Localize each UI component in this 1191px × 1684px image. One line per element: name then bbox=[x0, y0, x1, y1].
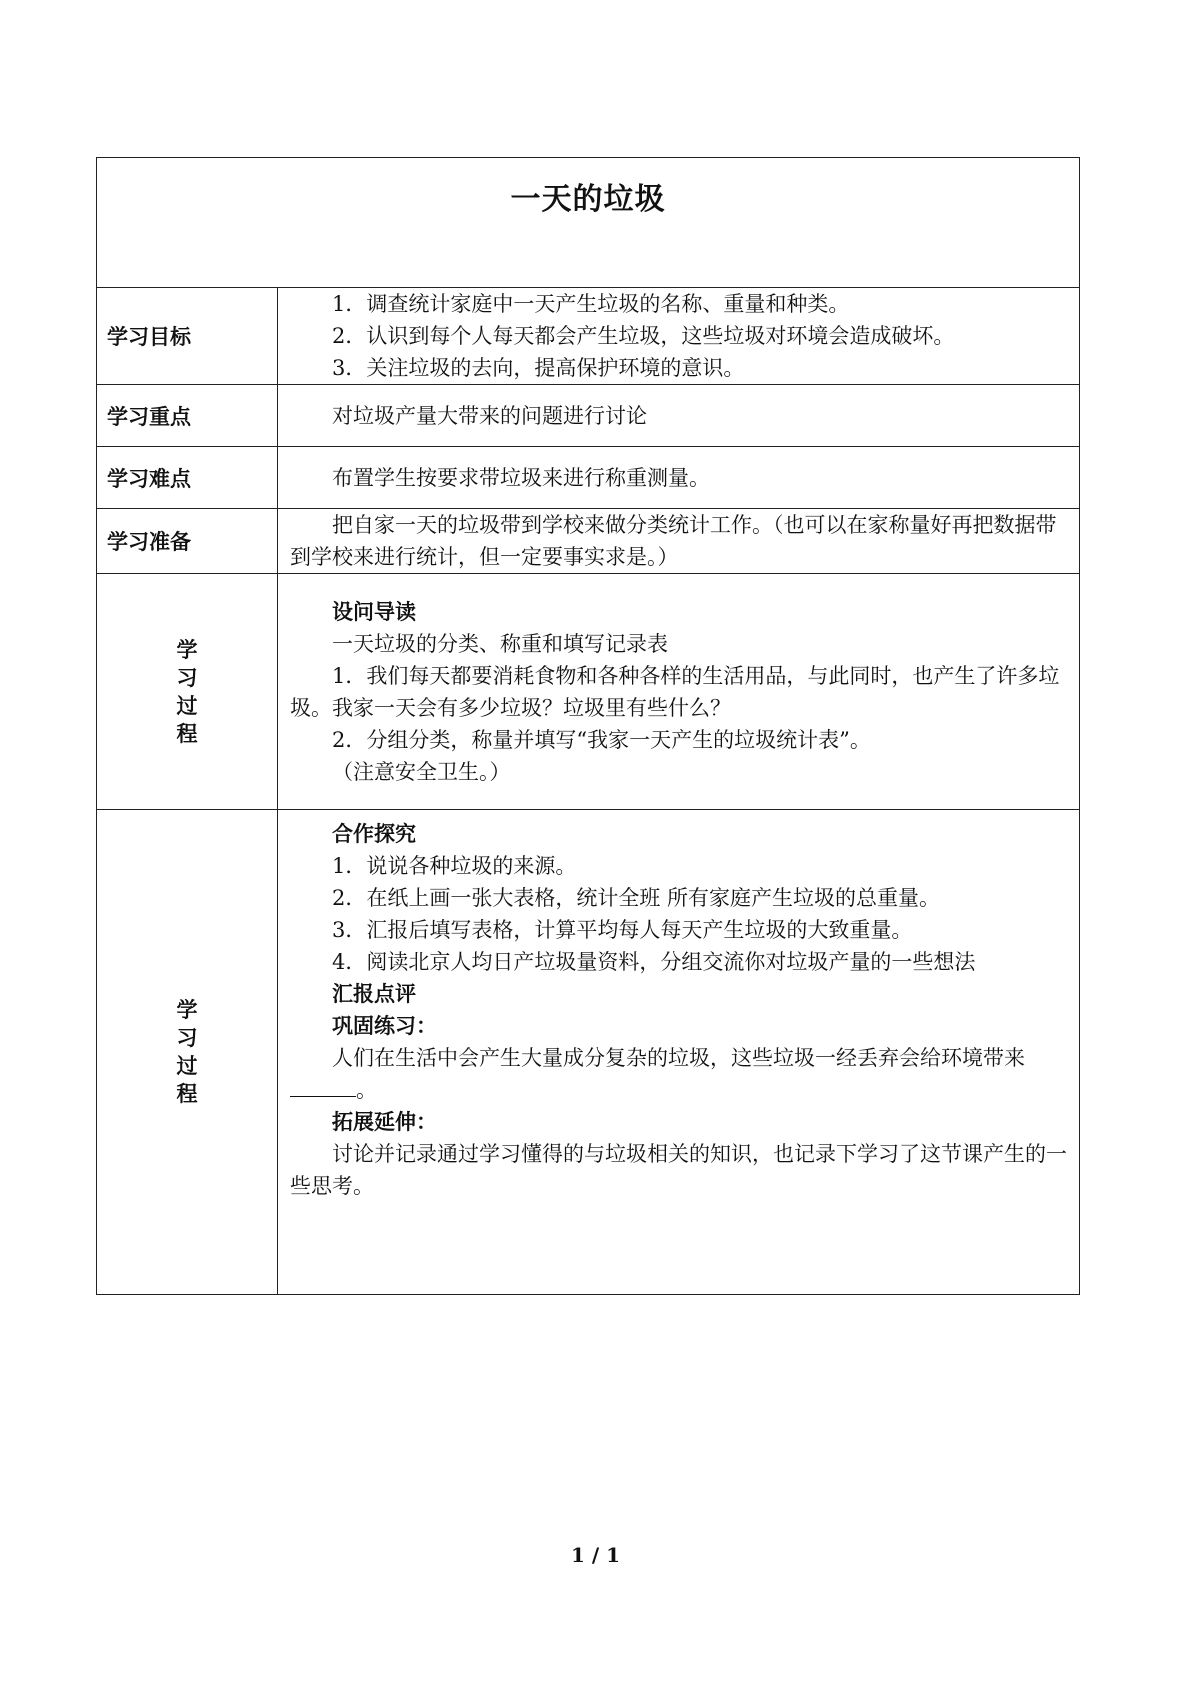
key-points-content bbox=[278, 385, 1080, 447]
goals-label: 学习目标 bbox=[97, 288, 278, 385]
difficulty-label: 学习难点 bbox=[97, 447, 278, 509]
process-content-2 bbox=[278, 810, 1080, 1295]
practice-heading: 巩固练习： bbox=[332, 1013, 437, 1038]
page-title: 一天的垃圾 bbox=[510, 182, 666, 217]
process-label-text: 学习过程 bbox=[176, 998, 198, 1106]
process-line: 一天垃圾的分类、称重和填写记录表 bbox=[332, 631, 668, 656]
title-row bbox=[97, 158, 1080, 288]
goals-row bbox=[97, 288, 1080, 385]
goal-item: 3．关注垃圾的去向，提高保护环境的意识。 bbox=[332, 356, 745, 380]
lesson-plan-table bbox=[96, 157, 1080, 1295]
key-points-label: 学习重点 bbox=[97, 385, 278, 447]
process-label-1 bbox=[97, 574, 278, 810]
fill-in-blank[interactable] bbox=[290, 1074, 356, 1097]
page-number: 1 / 1 bbox=[570, 1543, 621, 1567]
process-line: 2．分组分类，称量并填写“我家一天产生的垃圾统计表”。 bbox=[332, 727, 871, 752]
process-row-2 bbox=[97, 810, 1080, 1295]
goal-item: 2．认识到每个人每天都会产生垃圾，这些垃圾对环境会造成破坏。 bbox=[332, 324, 955, 348]
process-content-1 bbox=[278, 574, 1080, 810]
difficulty-content bbox=[278, 447, 1080, 509]
preparation-text: 把自家一天的垃圾带到学校来做分类统计工作。（也可以在家称量好再把数据带到学校来进行统计，但一定要事实求是。） bbox=[290, 513, 1057, 569]
extension-text: 讨论并记录通过学习懂得的与垃圾相关的知识，也记录下学习了这节课产生的一些思考。 bbox=[290, 1142, 1067, 1198]
goals-content bbox=[278, 288, 1080, 385]
key-points-text: 对垃圾产量大带来的问题进行讨论 bbox=[332, 403, 647, 428]
preparation-row bbox=[97, 509, 1080, 574]
cooperative-heading: 合作探究 bbox=[332, 821, 416, 846]
process-label-text: 学习过程 bbox=[176, 637, 198, 746]
review-heading: 汇报点评 bbox=[332, 981, 416, 1006]
practice-text-before: 人们在生活中会产生大量成分复杂的垃圾，这些垃圾一经丢弃会给环境带来 bbox=[332, 1046, 1025, 1070]
cooperative-item: 2．在纸上画一张大表格，统计全班 所有家庭产生垃圾的总重量。 bbox=[332, 886, 941, 910]
cooperative-item: 3．汇报后填写表格，计算平均每人每天产生垃圾的大致重量。 bbox=[332, 918, 913, 942]
guided-reading-heading: 设问导读 bbox=[332, 598, 416, 624]
cooperative-item: 1．说说各种垃圾的来源。 bbox=[332, 854, 577, 878]
preparation-label: 学习准备 bbox=[97, 509, 278, 574]
process-line: （注意安全卫生。） bbox=[332, 759, 511, 784]
key-points-row bbox=[97, 385, 1080, 447]
difficulty-text: 布置学生按要求带垃圾来进行称重测量。 bbox=[332, 465, 710, 490]
process-line: 1．我们每天都要消耗食物和各种各样的生活用品，与此同时，也产生了许多垃圾。我家一天会有多少垃圾？垃圾里有些什么？ bbox=[290, 663, 1060, 720]
difficulty-row bbox=[97, 447, 1080, 509]
goal-item: 1．调查统计家庭中一天产生垃圾的名称、重量和种类。 bbox=[332, 292, 850, 316]
extension-heading: 拓展延伸： bbox=[332, 1109, 437, 1134]
practice-text-after: 。 bbox=[356, 1078, 377, 1102]
process-row-1 bbox=[97, 574, 1080, 810]
practice-text bbox=[290, 1042, 1069, 1106]
title-cell bbox=[97, 158, 1080, 288]
preparation-content bbox=[278, 509, 1080, 574]
process-label-2 bbox=[97, 810, 278, 1295]
cooperative-item: 4．阅读北京人均日产垃圾量资料，分组交流你对垃圾产量的一些想法 bbox=[332, 950, 976, 974]
